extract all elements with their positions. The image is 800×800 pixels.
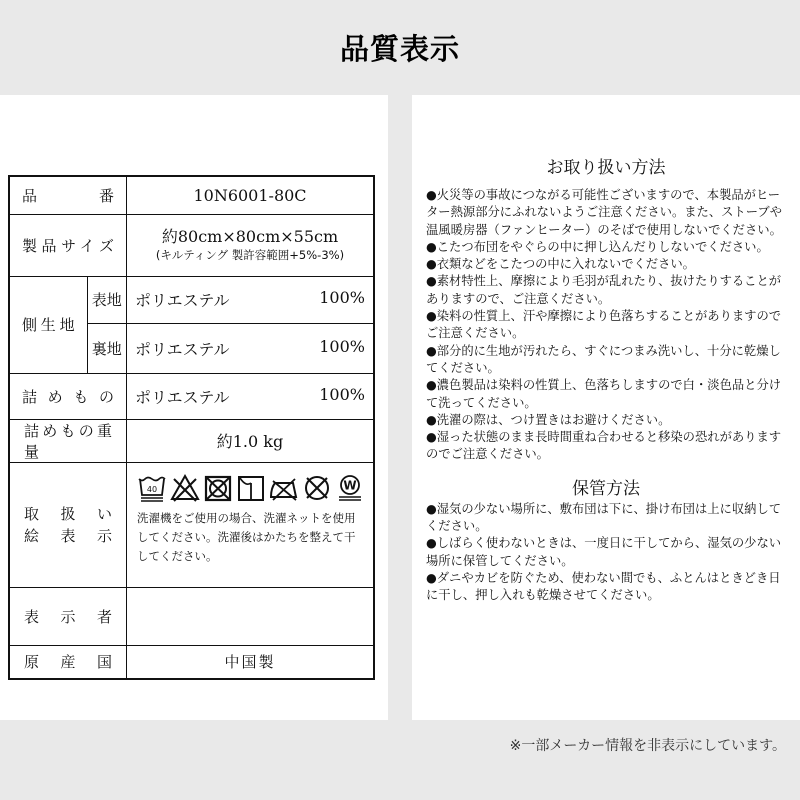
footnote: ※一部メーカー情報を非表示にしています。 bbox=[509, 738, 786, 754]
filling-material: ポリエステル bbox=[135, 387, 230, 407]
care-symbols-label bbox=[9, 462, 127, 587]
storage-title: 保管方法 bbox=[572, 478, 640, 499]
page-title: 品質表示 bbox=[339, 32, 460, 66]
bullet-icon: ● bbox=[426, 430, 437, 445]
handling-list bbox=[412, 187, 800, 464]
handling-item: ●こたつ布団をやぐらの中に押し込んだりしないでください。 bbox=[426, 239, 769, 254]
wash-40-gentle-icon bbox=[137, 473, 167, 503]
no-iron-icon bbox=[269, 473, 299, 503]
storage-item: ●湿気の少ない場所に、敷布団は下に、掛け布団は上に収納してください。 bbox=[426, 501, 782, 534]
instructions-panel bbox=[412, 95, 800, 720]
row-filling-weight bbox=[9, 419, 374, 462]
row-labeler bbox=[9, 587, 374, 645]
handling-item: ●洗濯の際は、つけ置きはお避けください。 bbox=[426, 412, 671, 427]
outer-fabric-material: ポリエステル bbox=[135, 291, 230, 310]
no-bleach-icon bbox=[170, 473, 200, 503]
filling-cell bbox=[127, 373, 375, 419]
product-size-label: 製品サイズ bbox=[9, 214, 127, 276]
bullet-icon: ● bbox=[426, 309, 437, 324]
bullet-icon: ● bbox=[426, 188, 437, 202]
product-number-label: 品 番 bbox=[9, 176, 127, 214]
storage-item: ●しばらく使わないときは、一度日に干してから、湿気の少ない場所に保管してください。 bbox=[426, 536, 782, 568]
outer-fabric-percent: 100% bbox=[319, 288, 365, 307]
lining-fabric-cell bbox=[127, 323, 375, 373]
product-size-note: (キルティング 製許容範囲+5%-3%) bbox=[155, 248, 345, 262]
storage-item: ●ダニやカビを防ぐため、使わない間でも、ふとんはときどき日に干し、押し入れも乾燥させてください。 bbox=[426, 570, 781, 603]
product-size-cell bbox=[127, 214, 375, 276]
row-outer-fabric bbox=[9, 276, 374, 323]
outer-fabric-cell bbox=[127, 276, 375, 323]
row-product-size bbox=[9, 214, 374, 276]
handling-item: ●素材特性上、摩擦により毛羽が乱れたり、抜けたりすることがありますので、ご注意ください。 bbox=[426, 274, 782, 306]
bullet-icon: ● bbox=[426, 501, 437, 516]
handling-item: ●衣類などをこたつの中に入れないでください。 bbox=[426, 257, 695, 272]
product-size-value: 約80cm×80cm×55cm bbox=[161, 227, 339, 246]
side-fabric-label: 側生地 bbox=[9, 276, 87, 373]
filling-weight-value: 約1.0 kg bbox=[127, 419, 375, 462]
bullet-icon: ● bbox=[426, 412, 437, 427]
svg-text:40: 40 bbox=[146, 484, 158, 494]
care-instructions-text: 洗濯機をご使用の場合、洗濯ネットを使用してください。洗濯後はかたちを整えて干してください。 bbox=[137, 510, 356, 563]
handling-item: ●部分的に生地が汚れたら、すぐにつまみ洗いし、十分に乾燥してください。 bbox=[426, 343, 781, 375]
origin-label: 原産国 bbox=[9, 645, 127, 679]
filling-weight-label: 詰めもの重量 bbox=[9, 419, 127, 462]
origin-value: 中国製 bbox=[127, 645, 375, 679]
product-number-value: 10N6001-80C bbox=[127, 176, 375, 214]
handling-item: ●染料の性質上、汗や摩擦により色落ちすることがありますのでご注意ください。 bbox=[426, 309, 782, 341]
row-product-number bbox=[9, 176, 374, 214]
bullet-icon: ● bbox=[426, 570, 437, 585]
no-tumble-dry-icon bbox=[203, 473, 233, 503]
bullet-icon: ● bbox=[426, 536, 437, 551]
quality-label-panel bbox=[0, 95, 388, 720]
filling-percent: 100% bbox=[319, 384, 365, 404]
handling-item: ●湿った状態のまま長時間重ね合わせると移染の恐れがありますのでご注意ください。 bbox=[426, 430, 782, 462]
quality-label-table bbox=[8, 175, 375, 680]
lining-fabric-material: ポリエステル bbox=[135, 339, 230, 359]
row-care-symbols bbox=[9, 462, 374, 587]
outer-fabric-label: 表地 bbox=[87, 276, 126, 323]
care-symbols-cell bbox=[127, 462, 375, 587]
line-dry-icon bbox=[236, 473, 266, 503]
lining-fabric-label: 裏地 bbox=[87, 323, 126, 373]
bullet-icon: ● bbox=[426, 239, 437, 254]
handling-item: ●火災等の事故につながる可能性ございますので、本製品がヒーター熱源部分にふれないようご注意ください。また、ストーブや温風暖房器（ファンヒーター）のそばで使用しないでください。 bbox=[426, 188, 782, 237]
bullet-icon: ● bbox=[426, 378, 437, 393]
care-icons-row bbox=[137, 473, 365, 503]
care-label-line2: 絵表示 bbox=[24, 526, 112, 545]
row-filling bbox=[9, 373, 374, 419]
lining-fabric-percent: 100% bbox=[319, 336, 365, 356]
svg-text:W: W bbox=[343, 478, 357, 492]
handling-item: ●濃色製品は染料の性質上、色落ちしますので白・淡色品と分けて洗ってください。 bbox=[426, 378, 782, 410]
labeler-label: 表示者 bbox=[9, 587, 127, 645]
labeler-value bbox=[127, 587, 375, 645]
care-label-line1: 取扱い bbox=[24, 504, 112, 523]
bullet-icon: ● bbox=[426, 343, 437, 358]
filling-label: 詰めもの bbox=[9, 373, 127, 419]
bullet-icon: ● bbox=[426, 274, 437, 289]
bullet-icon: ● bbox=[426, 257, 437, 272]
storage-list bbox=[412, 501, 800, 605]
handling-title: お取り扱い方法 bbox=[546, 158, 666, 178]
no-dry-clean-icon bbox=[302, 473, 332, 503]
wet-clean-icon bbox=[335, 473, 365, 503]
row-origin bbox=[9, 645, 374, 679]
